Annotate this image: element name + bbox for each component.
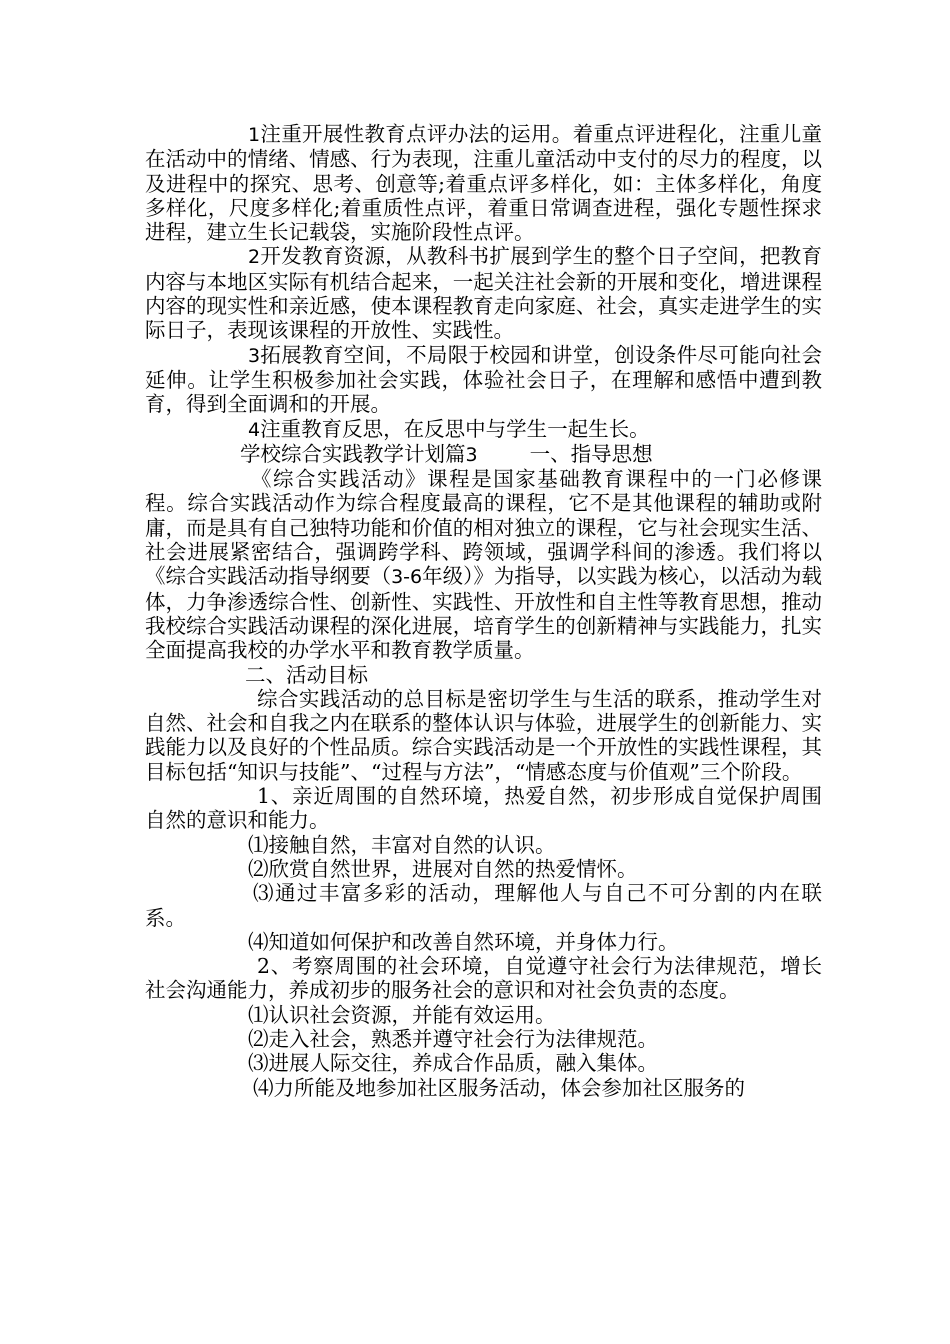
plan-title-number: 3 — [465, 443, 478, 466]
paragraph-number: 2 — [248, 246, 261, 269]
paragraph-number: 3 — [248, 344, 261, 367]
plan-title: 学校综合实践教学计划篇 — [240, 441, 466, 466]
goal-2-item-3: ⑶进展人际交往，养成合作品质，融入集体。 — [248, 1051, 658, 1076]
section1-heading: 一、指导思想 — [529, 441, 653, 466]
guiding-paragraph: 《综合实践活动》课程是国家基础教育课程中的一门必修课程。综合实践活动作为综合程度最高的课程，它不是其他课程的辅助或附庸，而是具有自己独特功能和价值的相对独立的课程，它与社会现实生活、社会进展紧密结合，强调跨学科、跨领域，强调学科间的渗透。我们将以《综合实践活动指导纲要（3-6年级）》为指导，以实践为核心，以活动为载体，力争渗透综合性、创新性、实践性、开放性和自主性等教育思想，推动我校综合实践活动课程的深化进展，培育学生的创新精神与实践能力，扎实全面提高我校的办学水平和教育教学质量。 — [145, 467, 823, 663]
plan-title-line — [145, 442, 822, 467]
paragraph-text: 注重教育反思，在反思中与学生一起生长。 — [260, 416, 650, 441]
goal-1-item-1: ⑴接触自然，丰富对自然的认识。 — [248, 832, 556, 857]
paragraph-3 — [145, 343, 822, 417]
goal-2-item-2: ⑵走入社会，熟悉并遵守社会行为法律规范。 — [248, 1026, 658, 1051]
goal-1-item-4: ⑷知道如何保护和改善自然环境，并身体力行。 — [248, 929, 679, 954]
goal-2-item-1: ⑴认识社会资源，并能有效运用。 — [248, 1002, 556, 1027]
goal-1-item-2: ⑵欣赏自然世界，进展对自然的热爱情怀。 — [248, 856, 638, 881]
goal-2-item-4: ⑷力所能及地参加社区服务活动，体会参加社区服务的 — [253, 1075, 745, 1100]
paragraph-text: 注重开展性教育点评办法的运用。着重点评进程化，注重儿童在活动中的情绪、情感、行为表现，注重儿童活动中支付的尽力的程度，以及进程中的探究、思考、创意等;着重点评多样化，如：主体多样化，角度多样化，尺度多样化;着重质性点评，着重日常调查进程，强化专题性探求进程，建立生长记载袋，实施阶段性点评。 — [145, 122, 822, 245]
paragraph-number: 4 — [248, 418, 261, 441]
section2-heading: 二、活动目标 — [245, 662, 368, 687]
paragraph-4 — [145, 417, 822, 442]
goal-1: 1、亲近周围的自然环境，热爱自然，初步形成自觉保护周围自然的意识和能力。 — [145, 784, 822, 833]
paragraph-number: 1 — [248, 124, 261, 146]
paragraph-1 — [145, 122, 822, 244]
paragraph-text: 拓展教育空间，不局限于校园和讲堂，创设条件尽可能向社会延伸。让学生积极参加社会实践，体验社会日子，在理解和感悟中遭到教育，得到全面调和的开展。 — [145, 342, 822, 417]
goal-2: 2、考察周围的社会环境，自觉遵守社会行为法律规范，增长社会沟通能力，养成初步的服务社会的意识和对社会负责的态度。 — [145, 954, 822, 1003]
paragraph-2 — [145, 244, 822, 342]
paragraph-text: 开发教育资源，从教科书扩展到学生的整个日子空间，把教育内容与本地区实际有机结合起来，一起关注社会新的开展和变化，增进课程内容的现实性和亲近感，使本课程教育走向家庭、社会，真实走进学生的实际日子，表现该课程的开放性、实践性。 — [145, 244, 822, 343]
goal-1-item-3: ⑶通过丰富多彩的活动，理解他人与自己不可分割的内在联系。 — [145, 881, 822, 930]
goal-paragraph: 综合实践活动的总目标是密切学生与生活的联系，推动学生对自然、社会和自我之内在联系的整体认识与体验，进展学生的创新能力、实践能力以及良好的个性品质。综合实践活动是一个开放性的实践性课程，其目标包括“知识与技能”、“过程与方法”，“情感态度与价值观”三个阶段。 — [145, 686, 822, 784]
